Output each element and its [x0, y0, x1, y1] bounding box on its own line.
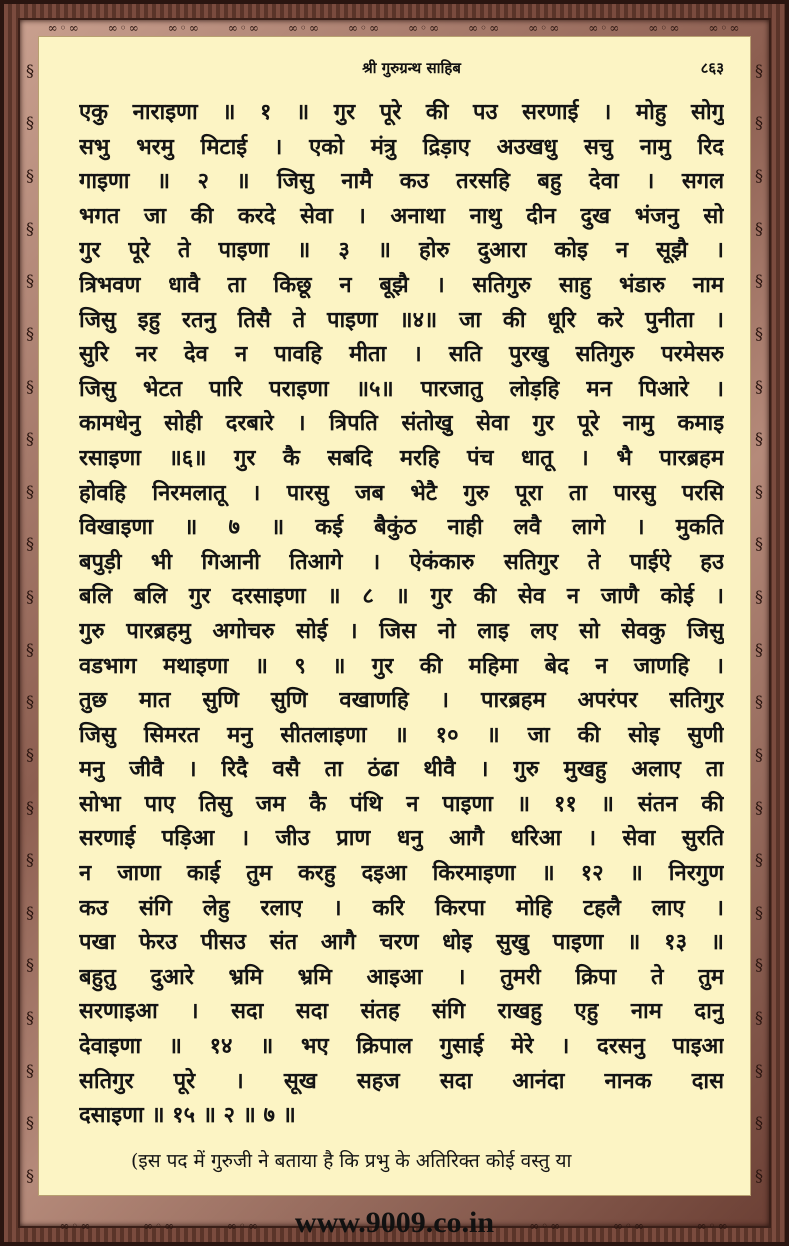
- verse-line: सभु भरमु मिटाई । एको मंत्रु द्रिड़ाए अउखधु सचु नामु रिद: [79, 133, 724, 160]
- commentary-note: (इस पद में गुरुजी ने बताया है कि प्रभु के अतिरिक्त कोई वस्तु या: [131, 1149, 572, 1172]
- website-url[interactable]: www.9009.co.in: [294, 1206, 495, 1239]
- verse-line: बहुतु दुआरे भ्रमि भ्रमि आइआ । तुमरी क्रिपा ते तुम: [79, 963, 724, 990]
- verse-line: बलि बलि गुर दरसाइणा ॥ ८ ॥ गुर की सेव न जाणै कोई ।: [79, 583, 724, 610]
- page-number: ८६३: [700, 59, 724, 77]
- verse-line: मनु जीवै । रिदै वसै ता ठंढा थीवै । गुरु मुखहु अलाए ता: [79, 756, 724, 783]
- verse-line: न जाणा काई तुम करहु दइआ किरमाइणा ॥ १२ ॥ निरगुण: [79, 860, 724, 887]
- verse-line: कउ संगि लेहु रलाए । करि किरपा मोहि टहलै लाए ।: [79, 894, 724, 921]
- verse-line: तुछ मात सुणि सुणि वखाणहि । पारब्रहम अपरंपर सतिगुर: [79, 687, 724, 714]
- border-ornament-left: § § § § § § § § § § § § § § § § § § § § § §: [26, 60, 34, 1185]
- verse-line: सुरि नर देव न पावहि मीता । सति पुरखु सतिगुरु परमेसरु: [79, 341, 724, 368]
- verse-line: जिसु भेटत पारि पराइणा ॥५॥ पारजातु लोड़हि मन पिआरे ।: [79, 375, 724, 402]
- verse-line: सरणाइआ । सदा सदा संतह संगि राखहु एहु नाम दानु: [79, 998, 724, 1025]
- verse-line: वडभाग मथाइणा ॥ ९ ॥ गुर की महिमा बेद न जाणहि ।: [79, 652, 724, 679]
- verse-line: देवाइणा ॥ १४ ॥ भए क्रिपाल गुसाई मेरे । दरसनु पाइआ: [79, 1033, 724, 1060]
- verse-line: रसाइणा ॥६॥ गुर कै सबदि मरहि पंच धातू । भै पारब्रहम: [79, 444, 724, 471]
- verse-line: सतिगुर पूरे । सूख सहज सदा आनंदा नानक दास: [79, 1067, 724, 1094]
- page-title: श्री गुरुग्रन्थ साहिब: [362, 59, 461, 77]
- border-ornament-top: ∞◦∞ ∞◦∞ ∞◦∞ ∞◦∞ ∞◦∞ ∞◦∞ ∞◦∞ ∞◦∞ ∞◦∞ ∞◦∞ ∞◦∞ ∞◦∞: [47, 21, 742, 35]
- verse-line: त्रिभवण धावै ता किछू न बूझै । सतिगुरु साहु भंडारु नाम: [79, 271, 724, 298]
- verse-line: पखा फेरउ पीसउ संत आगै चरण धोइ सुखु पाइणा ॥ १३ ॥: [79, 929, 724, 956]
- verse-line: जिसु इहु रतनु तिसै ते पाइणा ॥४॥ जा की धूरि करे पुनीता ।: [79, 306, 724, 333]
- border-ornament-right: § § § § § § § § § § § § § § § § § § § § § §: [755, 60, 763, 1185]
- verse-line: गुर पूरे ते पाइणा ॥ ३ ॥ होरु दुआरा कोइ न सूझै ।: [79, 237, 724, 264]
- verse-line: एकु नाराइणा ॥ १ ॥ गुर पूरे की पउ सरणाई । मोहु सोगु: [79, 99, 724, 125]
- verse-line: सरणाई पड़िआ । जीउ प्राण धनु आगै धरिआ । सेवा सुरति: [79, 825, 724, 852]
- verse-line: सोभा पाए तिसु जम कै पंथि न पाइणा ॥ ११ ॥ संतन की: [79, 790, 724, 817]
- verse-line: बपुड़ी भी गिआनी तिआगे । ऐकंकारु सतिगुर ते पाईऐ हउ: [79, 548, 724, 575]
- border-ornament-bottom: ∞◦∞ ∞◦∞ ∞◦∞ ∞◦∞ ∞◦∞ ∞◦∞: [59, 1219, 730, 1233]
- verse-line: जिसु सिमरत मनु सीतलाइणा ॥ १० ॥ जा की सोइ सुणी: [79, 721, 724, 748]
- verse-line: दसाइणा ॥ १५ ॥ २ ॥ ७ ॥: [79, 1102, 296, 1129]
- verse-line: गाइणा ॥ २ ॥ जिसु नामै कउ तरसहि बहु देवा । सगल: [79, 168, 724, 195]
- scripture-page: [38, 36, 751, 1196]
- verse-line: भगत जा की करदे सेवा । अनाथा नाथु दीन दुख भंजनु सो: [79, 202, 724, 229]
- verse-line: होवहि निरमलातू । पारसु जब भेटै गुरु पूरा ता पारसु परसि: [79, 479, 724, 506]
- verse-line: गुरु पारब्रहमु अगोचरु सोई । जिस नो लाइ लए सो सेवकु जिसु: [79, 617, 724, 644]
- verse-line: विखाइणा ॥ ७ ॥ कई बैकुंठ नाही लवै लागे । मुकति: [79, 514, 724, 541]
- verse-line: कामधेनु सोही दरबारे । त्रिपति संतोखु सेवा गुर पूरे नामु कमाइ: [79, 410, 724, 437]
- page-header: [79, 51, 724, 85]
- verse-text: [79, 95, 724, 1133]
